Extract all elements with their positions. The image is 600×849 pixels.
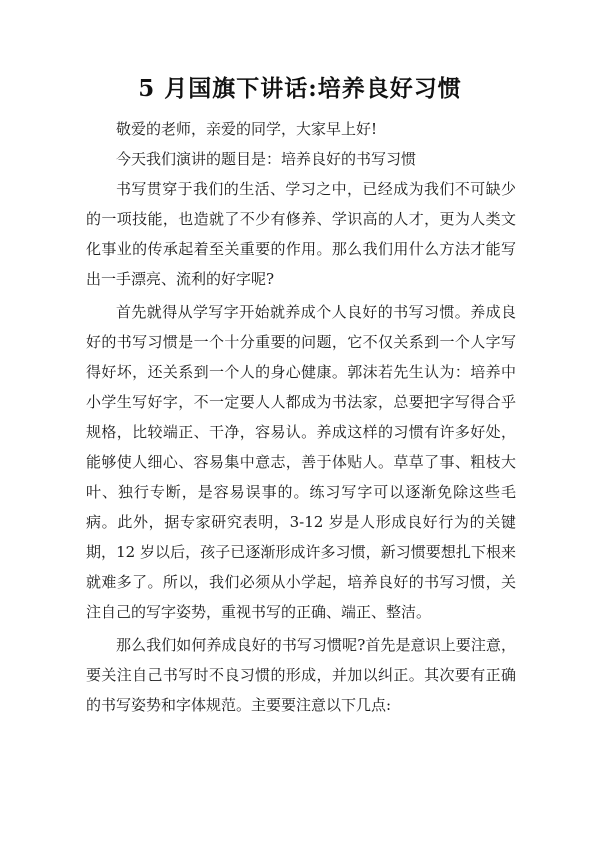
document-title: 5 月国旗下讲话:培养良好习惯 <box>138 75 462 102</box>
greeting-paragraph: 敬爱的老师，亲爱的同学，大家早上好! <box>116 120 378 138</box>
body-paragraph-1: 书写贯穿于我们的生活、学习之中，已经成为我们不可缺少的一项技能，也造就了不少有修养、学识高的人才，更为人类文化事业的传承起着至关重要的作用。那么我们用什么方法才能写出一手漂亮、流利的好字呢? <box>86 180 516 288</box>
body-paragraph-2: 首先就得从学写字开始就养成个人良好的书写习惯。养成良好的书写习惯是一个十分重要的问题，它不仅关系到一个人字写得好坏，还关系到一个人的身心健康。郭沫若先生认为：培养中小学生写好字，不一定要人人都成为书法家，总要把字写得合乎规格，比较端正、干净，容易认。养成这样的习惯有许多好处，能够使人细心、容易集中意志，善于体贴人。草草了事、粗枝大叶、独行专断，是容易误事的。练习写字可以逐渐免除这些毛病。此外，据专家研究表明，3-12 岁是人形成良好行为的关键期，12 岁以后，孩子已逐渐形成许多习惯，新习惯要想扎下根来就难多了。所以，我们必须从小学起，培养良好的书写习惯，关注自己的写字姿势，重视书写的正确、端正、整洁。 <box>86 303 516 621</box>
topic-paragraph: 今天我们演讲的题目是：培养良好的书写习惯 <box>116 150 417 168</box>
body-paragraph-3: 那么我们如何养成良好的书写习惯呢?首先是意识上要注意，要关注自己书写时不良习惯的形成，并加以纠正。其次要有正确的书写姿势和字体规范。主要要注意以下几点: <box>86 636 516 714</box>
document-body <box>86 114 516 723</box>
